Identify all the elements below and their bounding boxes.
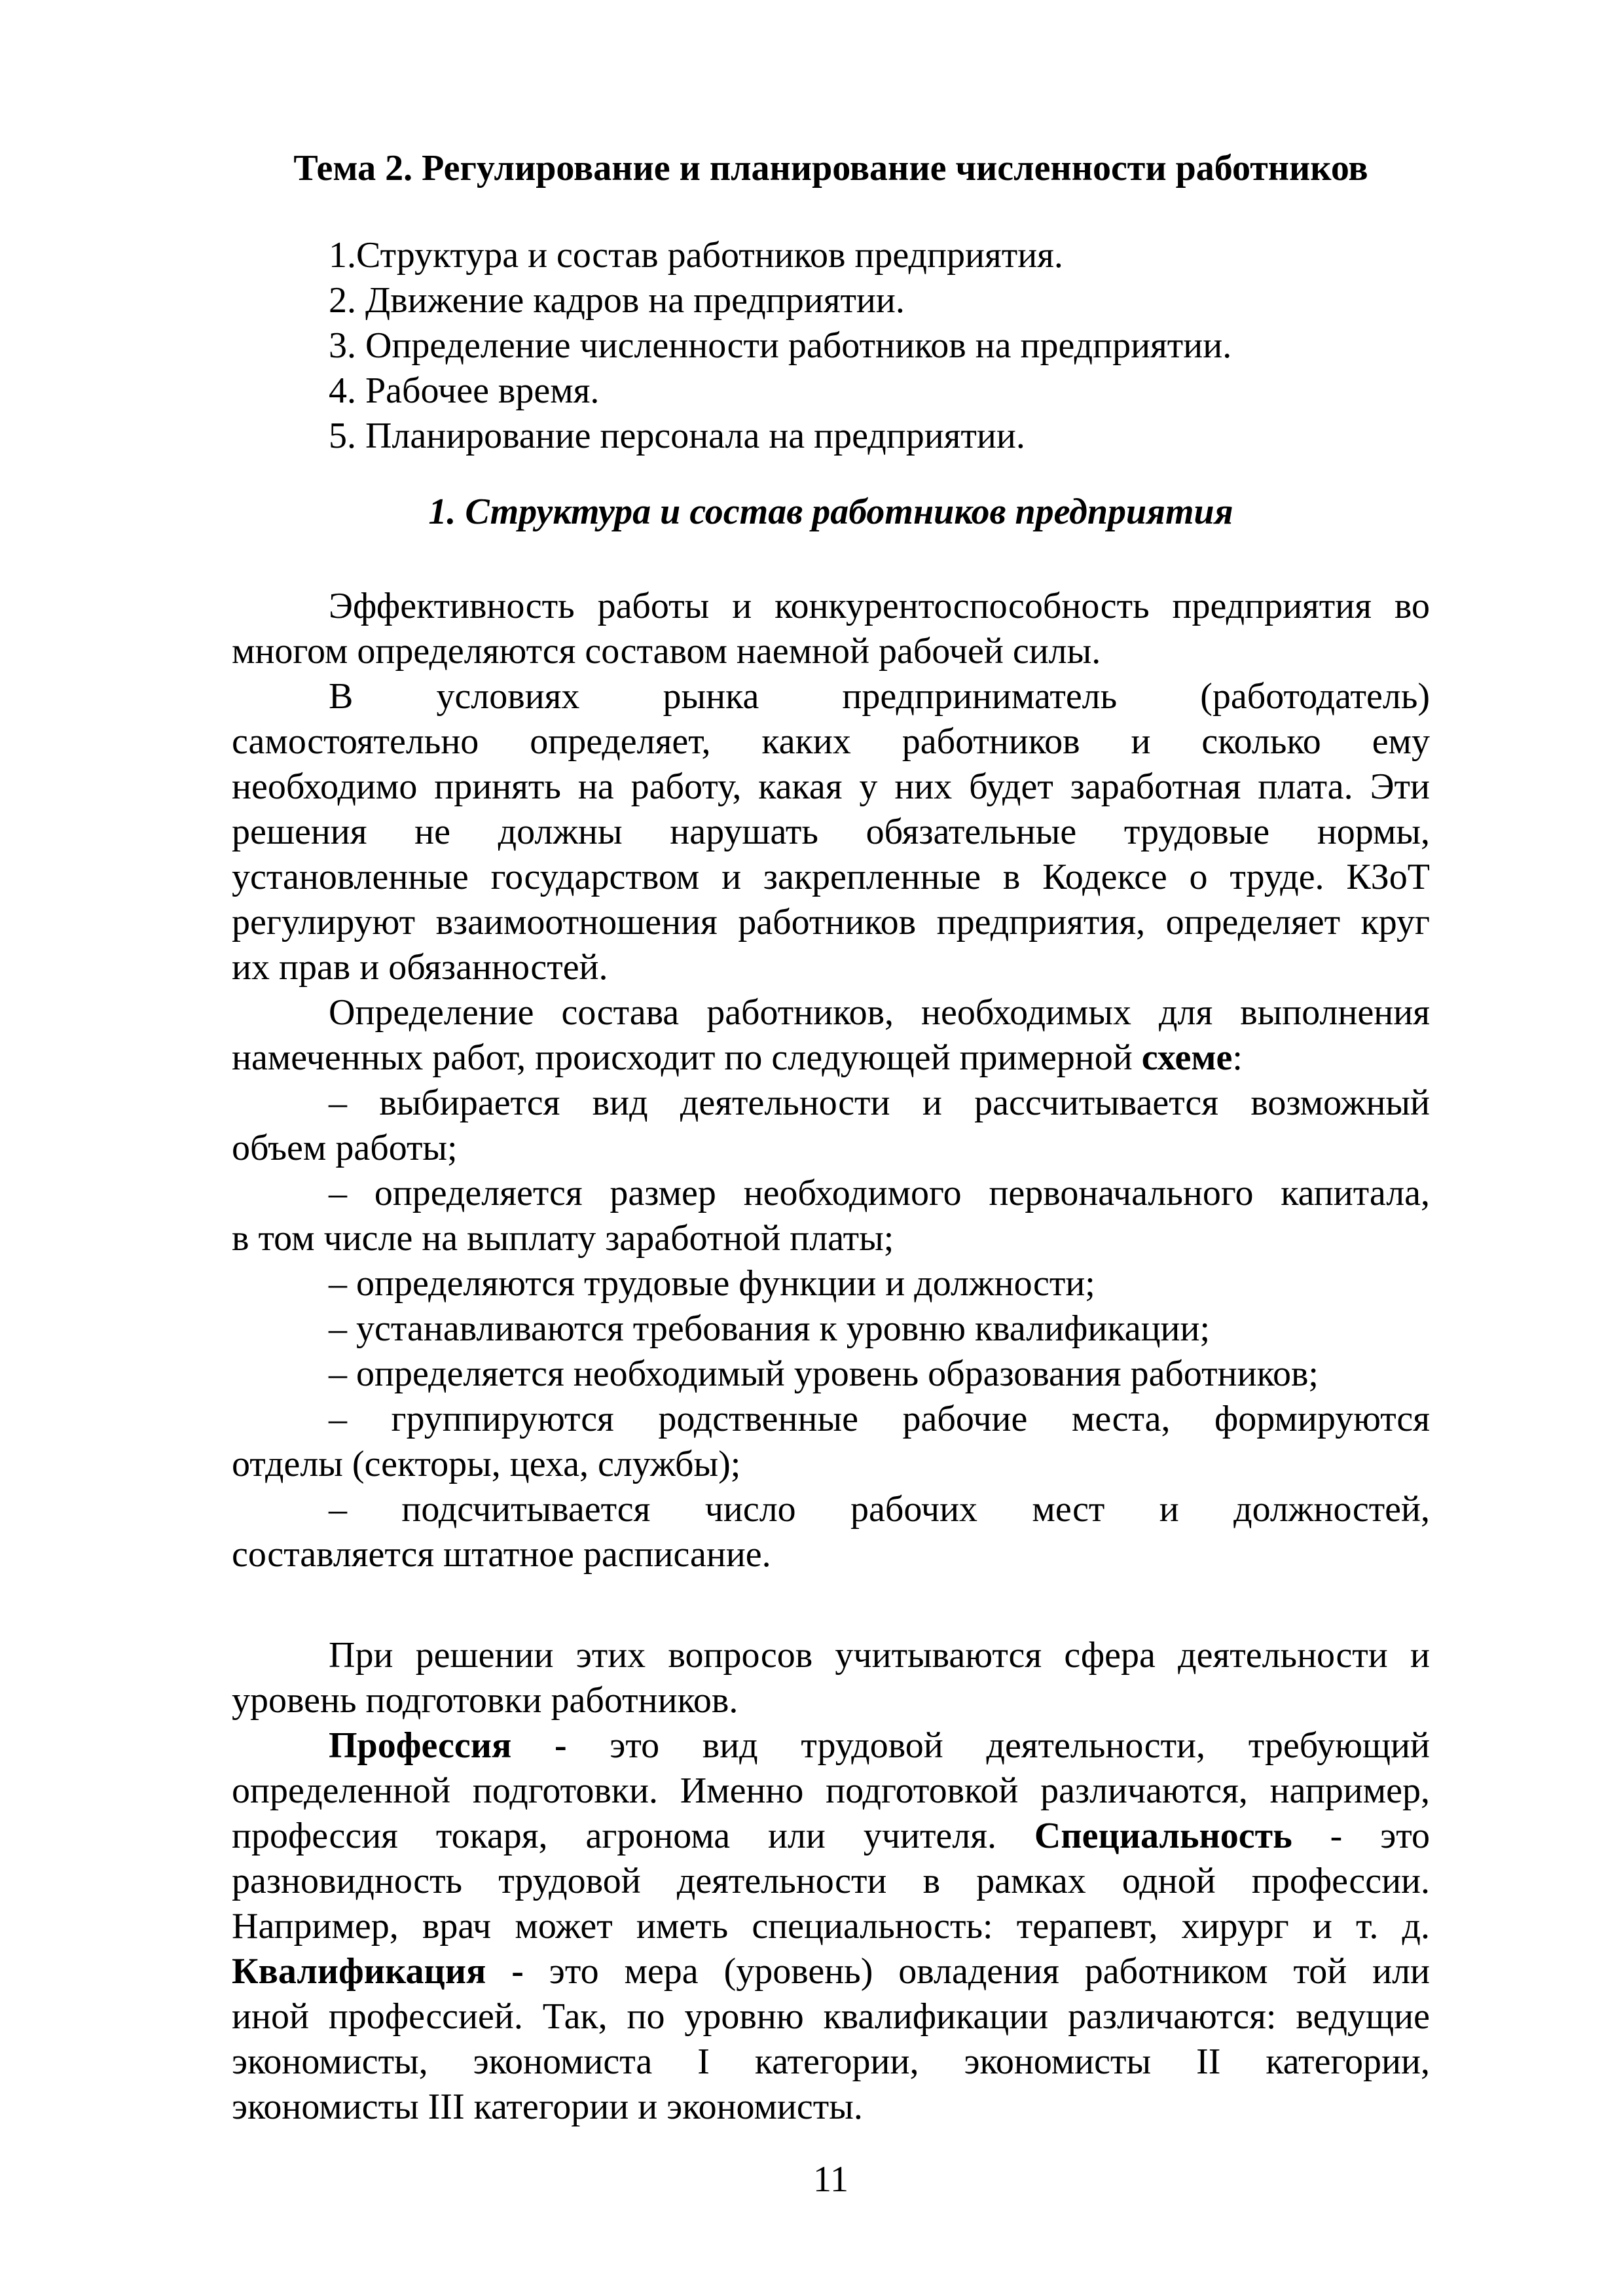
- text-line: уровень подготовки работников.: [232, 1680, 739, 1721]
- text-line: профессия токаря, агронома или учителя. Специальность - это: [232, 1816, 1430, 1856]
- text-line: определенной подготовки. Именно подготовкой различаются, например,: [232, 1770, 1430, 1811]
- text-line: При решении этих вопросов учитываются сфера деятельности и: [329, 1635, 1430, 1676]
- document-title: Тема 2. Регулирование и планирование численности работников: [293, 148, 1368, 188]
- text-line: регулируют взаимоотношения работников предприятия, определяет круг: [232, 902, 1430, 942]
- paragraph: [232, 584, 1430, 674]
- text-line: – определяются трудовые функции и должности;: [329, 1263, 1095, 1304]
- page-content: [232, 145, 1430, 2130]
- text-line: – выбирается вид деятельности и рассчитывается возможный: [329, 1083, 1430, 1123]
- text-line: Профессия - это вид трудовой деятельности, требующий: [329, 1725, 1430, 1766]
- text-line: экономисты, экономиста I категории, экономисты II категории,: [232, 2041, 1430, 2082]
- text-line: составляется штатное расписание.: [232, 1534, 771, 1575]
- text-line: – группируются родственные рабочие места, формируются: [329, 1399, 1430, 1439]
- paragraph: [232, 1081, 1430, 1171]
- paragraph: [232, 1397, 1430, 1487]
- text-line: их прав и обязанностей.: [232, 947, 608, 988]
- paragraph: [232, 990, 1430, 1081]
- paragraph: [232, 1352, 1430, 1397]
- toc-item: 3. Определение численности работников на предприятии.: [329, 325, 1232, 366]
- text-line: разновидность трудовой деятельности в рамках одной профессии.: [232, 1861, 1430, 1901]
- text-line: экономисты III категории и экономисты.: [232, 2087, 863, 2127]
- toc-item: 1.Структура и состав работников предприятия.: [329, 235, 1063, 276]
- text-line: Квалификация - это мера (уровень) овладения работником той или: [232, 1951, 1431, 1992]
- text-line: – определяется необходимый уровень образования работников;: [329, 1354, 1319, 1394]
- paragraph: [232, 1633, 1430, 1723]
- text-line: самостоятельно определяет, каких работников и сколько ему: [232, 721, 1430, 762]
- paragraph: [232, 1261, 1430, 1306]
- text-line: необходимо принять на работу, какая у них будет заработная плата. Эти: [232, 766, 1430, 807]
- toc-item: 4. Рабочее время.: [329, 370, 600, 411]
- text-line: Эффективность работы и конкурентоспособность предприятия во: [329, 586, 1430, 626]
- paragraph: [232, 1487, 1430, 1577]
- text-line: установленные государством и закрепленные в Кодексе о труде. КЗоТ: [232, 857, 1430, 897]
- text-line: – устанавливаются требования к уровню квалификации;: [329, 1308, 1211, 1349]
- paragraph: [232, 1171, 1430, 1261]
- toc-item: 5. Планирование персонала на предприятии.: [329, 416, 1025, 456]
- text-line: намеченных работ, происходит по следующей примерной схеме:: [232, 1037, 1243, 1078]
- text-line: Например, врач может иметь специальность: терапевт, хирург и т. д.: [232, 1906, 1430, 1946]
- body-paragraphs: [232, 584, 1430, 2130]
- toc-item: 2. Движение кадров на предприятии.: [329, 280, 905, 321]
- text-line: решения не должны нарушать обязательные трудовые нормы,: [232, 812, 1430, 852]
- text-line: отделы (секторы, цеха, службы);: [232, 1444, 741, 1484]
- text-line: иной профессией. Так, по уровню квалификации различаются: ведущие: [232, 1996, 1430, 2037]
- paragraph: [232, 674, 1430, 990]
- paragraph: [232, 1306, 1430, 1352]
- section-heading: 1. Структура и состав работников предприятия: [428, 492, 1233, 532]
- text-line: – определяется размер необходимого первоначального капитала,: [329, 1173, 1430, 1213]
- text-line: многом определяются составом наемной рабочей силы.: [232, 631, 1101, 672]
- text-line: – подсчитывается число рабочих мест и должностей,: [329, 1489, 1430, 1530]
- text-line: объем работы;: [232, 1128, 458, 1168]
- toc-list: [232, 233, 1430, 459]
- paragraph: [232, 1723, 1430, 2130]
- text-line: В условиях рынка предприниматель (работодатель): [329, 676, 1430, 717]
- text-line: Определение состава работников, необходимых для выполнения: [329, 992, 1430, 1033]
- text-line: в том числе на выплату заработной платы;: [232, 1218, 894, 1259]
- page-number: 11: [813, 2159, 848, 2200]
